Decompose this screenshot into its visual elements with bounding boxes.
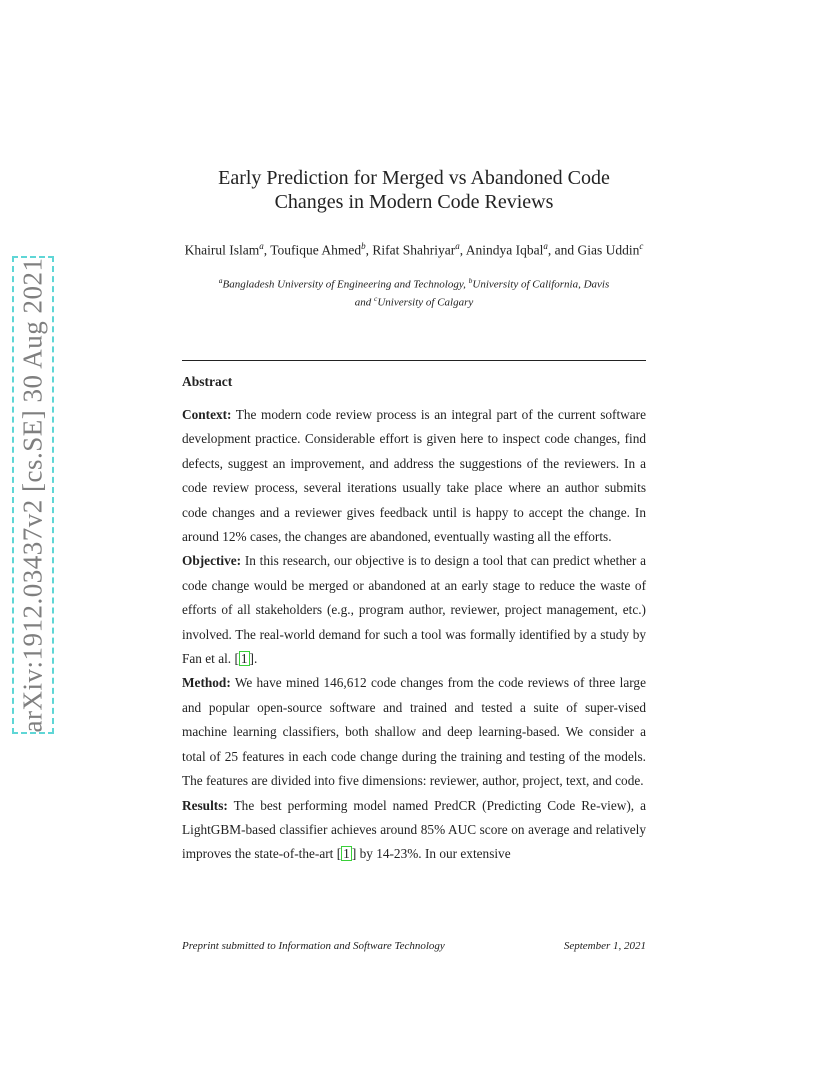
section-text: The best performing model named PredCR (Predicting Code Re-view), a LightGBM-based classifier achieves around 85% AUC score on average and relatively improves the state-of-the-art (182, 797, 646, 862)
affiliation: University of Calgary (377, 296, 474, 309)
affil-mark: c (373, 293, 378, 303)
author-separator: , (263, 242, 271, 258)
affil-mark: a (259, 241, 264, 251)
affil-mark: a (218, 276, 223, 285)
author-conjunction: , and (547, 242, 578, 258)
author: Anindya Iqbal (465, 242, 544, 258)
affil-mark: b (361, 241, 366, 251)
section-text: In this research, our objective is to design a tool that can predict whether a code change would be merged or abandoned at an early stage to reduce the waste of efforts of all stakeholders (e.g., program author, reviewer, project management, etc.) involved. The real-world demand for such a tool was formally identified by a study by Fan et al. (182, 553, 646, 667)
affil-mark: c (639, 241, 644, 251)
footer-date: September 1, 2021 (563, 940, 646, 952)
section-text: We have mined 146,612 code changes from the code reviews of three large and popular open-source software and trained and tested a suite of super-vised machine learning classifiers, both shallow and deep learning-based. We consider a total of 25 features in each code change during the training and testing of the models. The features are divided into five dimensions: reviewer, author, project, text, and code. (182, 675, 646, 789)
affil-separator: , (463, 278, 469, 291)
arxiv-identifier: arXiv:1912.03437v2 [cs.SE] 30 Aug 2021 (17, 257, 48, 733)
section-label: Results: (182, 797, 228, 813)
affiliation: University of California, Davis (472, 278, 610, 291)
sentence-end: . (253, 651, 258, 667)
citation-link[interactable]: 1 (240, 651, 248, 667)
section-text: The modern code review process is an integral part of the current software development practice. Considerable effort is given here to inspect code changes, find defects, suggest an improvement, and address the suggestions of the reviewers. In a code review process, several iterations usually take place where an author submits code changes and a reviewer gives feedback until is happy to accept the change. In around 12% cases, the changes are abandoned, eventually wasting all the efforts. (182, 407, 646, 545)
abstract-context (182, 403, 646, 549)
abstract-method (182, 671, 646, 793)
paper-title: Early Prediction for Merged vs Abandoned Code Changes in Modern Code Reviews (218, 167, 610, 213)
affiliation: Bangladesh University of Engineering and Technology (222, 278, 464, 291)
abstract-body (182, 403, 646, 867)
author-list (182, 237, 646, 260)
author: Rifat Shahriyar (372, 242, 456, 258)
affil-conjunction: and (354, 296, 372, 309)
abstract-results: Results: The best performing model named PredCR (Predicting Code Re-view), a LightGBM-based classifier achieves around 85% AUC score on average and relatively improves the state-of-the-art [ 1 ] by 14-23%. In our extensive (182, 797, 646, 862)
horizontal-rule (182, 360, 646, 361)
page-footer (182, 940, 646, 952)
author-separator: , (459, 242, 466, 258)
footer-journal: Preprint submitted to Information and Software Technology (182, 940, 445, 952)
affiliation-list (182, 274, 646, 309)
author: Gias Uddin (577, 242, 640, 258)
arxiv-stamp (12, 256, 54, 734)
section-label: Context: (182, 407, 232, 422)
author: Toufique Ahmed (270, 242, 362, 258)
section-label: Objective: (182, 553, 242, 569)
citation-link[interactable]: 1 (343, 846, 350, 862)
affil-mark: b (468, 276, 473, 285)
abstract-heading: Abstract (182, 374, 233, 389)
author-separator: , (365, 242, 373, 258)
affil-mark: a (455, 241, 460, 251)
abstract-objective: Objective: In this research, our objective is to design a tool that can predict whether a code change would be merged or abandoned at an early stage to reduce the waste of efforts of all stakeholders (e.g., program author, reviewer, project management, etc.) involved. The real-world demand for such a tool was formally identified by a study by Fan et al. [ 1 ]. (182, 553, 646, 667)
author: Khairul Islam (184, 242, 260, 258)
section-label: Method: (182, 675, 231, 691)
affil-mark: a (543, 241, 548, 251)
section-text: by 14-23%. In our extensive (359, 846, 511, 862)
